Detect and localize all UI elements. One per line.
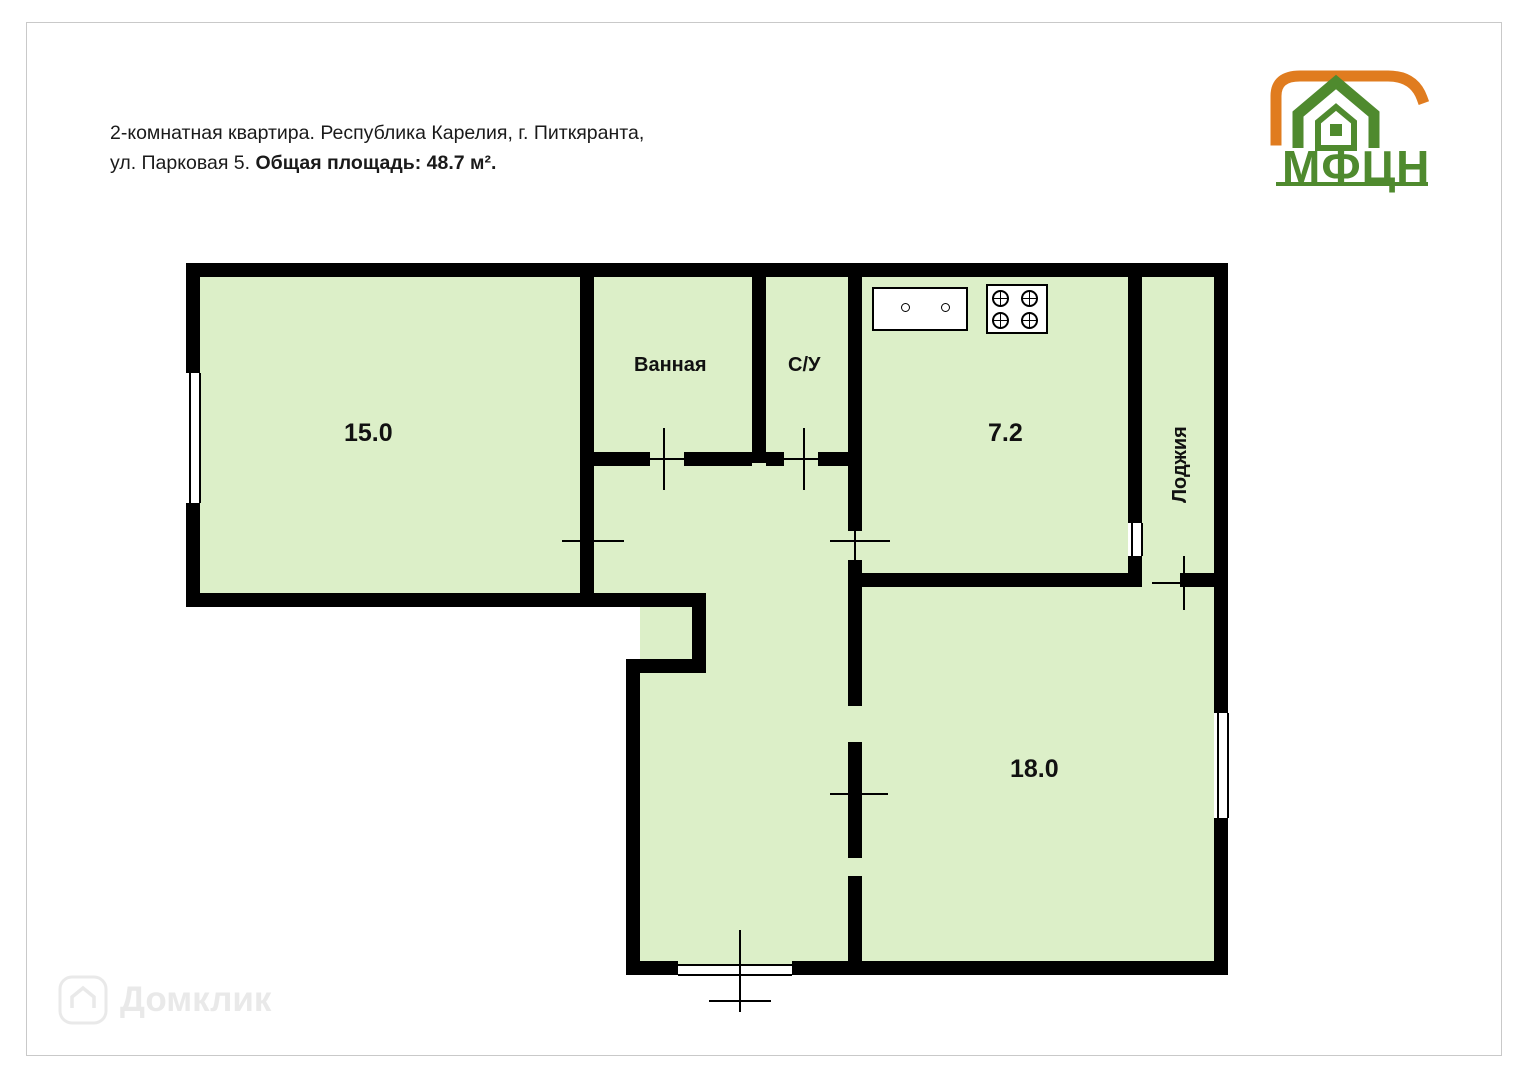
wall-living-bottom — [186, 593, 706, 607]
door-gap-room18-2 — [848, 858, 862, 876]
stove-burner-4 — [1021, 312, 1038, 329]
door-mark-kitchen-h — [830, 540, 890, 542]
room-label-bathroom: Ванная — [634, 354, 707, 376]
window-room18-right — [1217, 713, 1229, 818]
wall-toilet-bottom — [766, 452, 784, 466]
window-hall-bottom — [678, 964, 792, 976]
title-line-1: 2-комнатная квартира. Республика Карелия, г. Питкяранта, — [110, 122, 645, 144]
wall-exterior-left-upper — [186, 263, 200, 373]
wall-kitchen-bottom-right — [1180, 573, 1228, 587]
wall-exterior-left-lower — [186, 503, 200, 607]
door-mark-entry-h — [709, 1000, 771, 1002]
door-mark-balcony-v — [1183, 556, 1185, 610]
wall-balcony-left-lower — [1128, 556, 1142, 587]
room-label-living-15: 15.0 — [344, 419, 393, 447]
door-gap-balcony — [1142, 573, 1180, 587]
watermark-label: Домклик — [120, 980, 272, 1019]
room-fill-balcony — [1142, 273, 1214, 573]
wall-exterior-right-upper — [1214, 263, 1228, 713]
door-mark-toilet-h — [783, 458, 839, 460]
stove-burner-1 — [992, 290, 1009, 307]
title-total-area: Общая площадь: 48.7 м². — [255, 152, 497, 174]
title-address-suffix: ул. Парковая 5. — [110, 152, 256, 174]
kitchen-sink — [872, 287, 968, 331]
window-living-left — [189, 373, 201, 503]
wall-toilet-right — [848, 263, 862, 531]
room-label-toilet: С/У — [788, 354, 821, 376]
door-mark-room18-h — [830, 793, 888, 795]
room-label-kitchen-7-2: 7.2 — [988, 419, 1023, 447]
wall-exterior-bottom-left — [626, 961, 678, 975]
door-mark-living-h — [562, 540, 624, 542]
door-mark-bathroom-h — [643, 458, 703, 460]
room-label-balcony: Лоджия — [1169, 426, 1191, 503]
wall-kitchen-bottom — [862, 573, 1142, 587]
domclick-house-icon — [58, 975, 108, 1025]
door-gap-room18 — [848, 706, 862, 742]
window-balcony-inner — [1131, 523, 1143, 556]
wall-exterior-top — [186, 263, 1228, 277]
kitchen-sink-drain-right — [941, 303, 950, 312]
stove-burner-2 — [1021, 290, 1038, 307]
stove-burner-3 — [992, 312, 1009, 329]
wall-hall-left — [626, 659, 640, 975]
kitchen-sink-drain-left — [901, 303, 910, 312]
wall-exterior-right-lower — [1214, 818, 1228, 975]
wall-balcony-left — [1128, 263, 1142, 523]
watermark — [58, 975, 271, 1025]
logo-text: МФЦН — [1282, 141, 1431, 193]
wall-bathroom-right — [752, 263, 766, 463]
wall-bathroom-bottom-left — [594, 452, 650, 466]
room-label-room-18: 18.0 — [1010, 755, 1059, 783]
room-fill-hall-upper — [594, 463, 848, 598]
